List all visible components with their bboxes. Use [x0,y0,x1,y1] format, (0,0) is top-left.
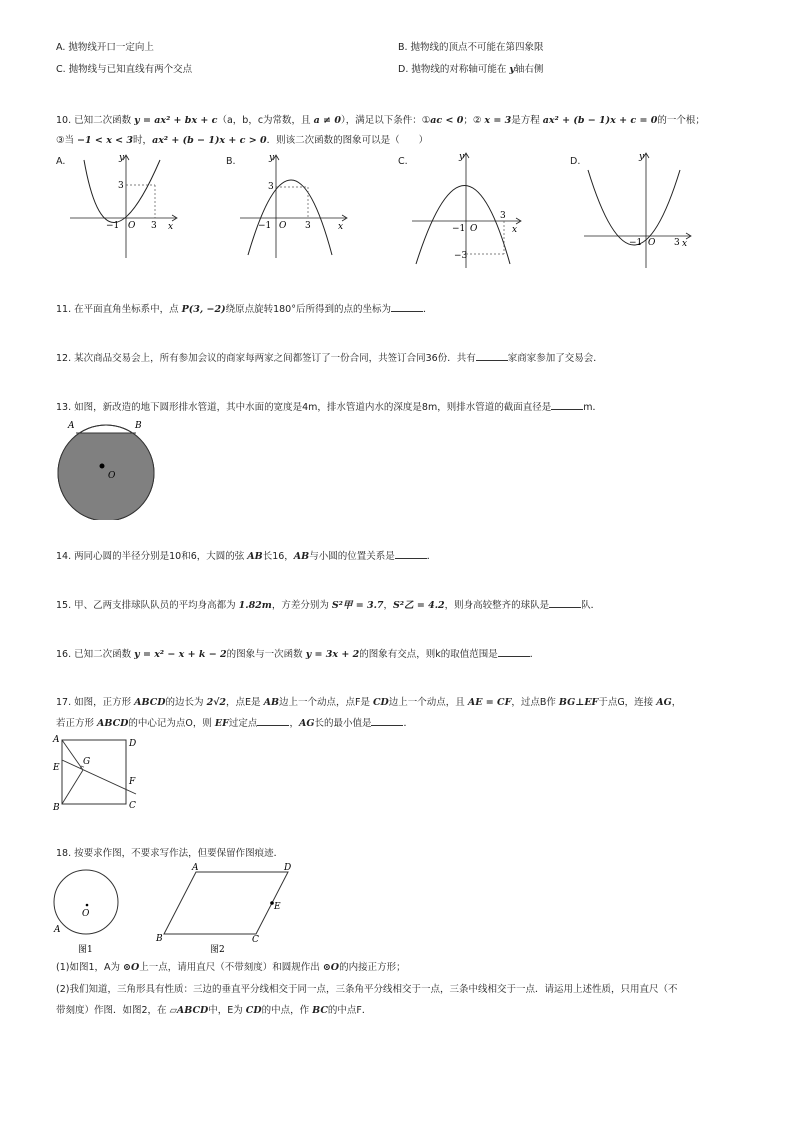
tick-3-x: 3 [305,221,311,231]
q12-text: 家商家参加了交易会． [507,353,603,364]
q14-text: ． [426,551,437,562]
segment-ef [62,760,136,794]
q10-condition: a ≠ 0 [313,115,341,126]
q13-pipe-figure [52,415,162,520]
q17-text: 于点G，连接 [598,697,657,708]
label-o: O [108,471,116,481]
q11-text: 11. 在平面直角坐标系中，点 [56,304,182,315]
label-g: G [83,757,91,767]
q18-text: 的内接正方形； [339,962,406,973]
origin-label: O [279,221,287,231]
parabola [84,160,160,223]
q10-text: ），满足以下条件：① [340,115,431,126]
center-dot [86,904,89,907]
q18-segment: BC [312,1005,328,1016]
q17-line2 [56,716,413,731]
answer-blank[interactable] [549,598,581,608]
q14 [56,549,436,564]
q17-text: ， [671,697,682,708]
q17-square: ABCD [97,718,129,729]
caption-fig2: 图2 [210,945,225,955]
label-b: B [53,803,60,812]
q18-text: 的中点F． [327,1005,372,1016]
q15-text: ，则身高较整齐的球队是 [444,600,550,611]
label-a: A [192,863,199,873]
q15-text: 队． [581,600,601,611]
q10-equation: ax² + (b − 1)x + c = 0 [542,115,658,126]
x-label: x [682,239,688,249]
label-e: E [274,902,281,912]
tick-3-y: 3 [268,182,274,192]
q10-text: ③当 [56,135,78,146]
q18-text: (1)如图1，A为 [56,962,124,973]
answer-blank[interactable] [371,716,403,726]
q12-text: 12. 某次商品交易会上，所有参加会议的商家每两家之间都签订了一份合同，共签订合同36份．共有 [56,353,476,364]
segment-ag [62,740,83,770]
q13 [56,400,602,415]
q18-figure-2 [150,862,300,958]
tick-3-x: 3 [500,211,506,221]
q9-option-d [398,63,543,77]
answer-blank[interactable] [498,647,530,657]
circle-o [54,870,118,934]
tick-3-y: 3 [118,181,124,191]
answer-blank[interactable] [551,400,583,410]
tick-neg1: −1 [106,221,120,231]
q17-equation: AE = CF [467,697,512,708]
caption-fig1: 图1 [78,945,93,955]
y-label: y [119,153,125,163]
q10-text: ．则该二次函数的图象可以是（ ） [266,135,429,146]
q18-part1 [56,961,406,975]
y-label: y [639,152,645,162]
q10-range: −1 < x < 3 [77,135,134,146]
tick-3-x: 3 [674,238,680,248]
q14-text: 14. 两同心圆的半径分别是10和6，大圆的弦 [56,551,248,562]
q17-square-figure [50,732,146,812]
q16-text: ． [529,649,540,660]
label-a: A [68,421,75,431]
q15-variance-2: S²乙 = 4.2 [393,600,445,611]
q9-option-d-suffix: 轴右侧 [514,64,544,75]
x-label: x [512,225,518,235]
x-label: x [168,222,174,232]
q17-segment: AG [656,697,672,708]
parabola [588,170,680,245]
q9-option-a: A. 抛物线开口一定向上 [56,42,154,53]
answer-blank[interactable] [257,716,289,726]
q10-text: 10. 已知二次函数 [56,115,135,126]
q10-condition-2: x = 3 [484,115,512,126]
label-d: D [284,863,292,873]
tick-neg1: −1 [258,221,272,231]
q11 [56,302,433,317]
q16-text: 的图象与一次函数 [226,649,306,660]
q17-text: 的边长为 [165,697,207,708]
q10-graph-c [406,150,526,270]
label-a: A [53,735,60,745]
q14-chord: AB [247,551,263,562]
q18-text: 的中点，作 [261,1005,313,1016]
y-label: y [269,153,275,163]
q18-circle: ⊙O [123,962,140,973]
q10-graph-c-label: C. [398,156,408,167]
label-e: E [53,763,60,773]
q11-text: ． [422,304,433,315]
q16-text: 的图象有交点，则k的取值范围是 [359,649,498,660]
q10-text: ；② [463,115,485,126]
label-o: O [82,909,90,919]
q13-text: m． [583,402,602,413]
tick-neg1: −1 [629,238,643,248]
tick-neg3-y: −3 [454,251,468,261]
q15-text: ，方差分别为 [271,600,332,611]
q9-option-d-var: y [509,64,515,75]
q17-perpendicular: BG⊥EF [558,697,599,708]
label-d: D [129,739,137,749]
label-f: F [129,777,136,787]
q15-variance-1: S²甲 = 3.7 [331,600,384,611]
q17-segment: AB [263,697,279,708]
q18-text: 上一点，请用直尺（不带刻度）和圆规作出 [139,962,323,973]
q15 [56,598,600,613]
q11-point: P(3, −2) [181,304,226,315]
q16-text: 16. 已知二次函数 [56,649,135,660]
q9-option-b: B. 抛物线的顶点不可能在第四象限 [398,42,544,53]
q10-graph-a-label: A. [56,156,66,167]
q17-line1 [56,696,681,710]
label-a: A [54,925,61,935]
q18-parallelogram: ▱ABCD [169,1005,209,1016]
label-b: B [156,934,163,944]
q17-text: 长的最小值是 [314,718,372,729]
q15-height: 1.82m [238,600,272,611]
segment-bg [62,770,83,804]
q17-text: 过定点 [228,718,258,729]
label-c: C [129,801,136,811]
q10-line1 [56,114,705,128]
answer-blank[interactable] [395,549,427,559]
q15-text: ， [383,600,394,611]
tick-3-x: 3 [151,221,157,231]
q15-text: 15. 甲、乙两支排球队队员的平均身高都为 [56,600,239,611]
q10-graph-a [64,150,184,260]
q17-text: ，点E是 [226,697,264,708]
q16 [56,647,539,662]
parabola [248,180,332,255]
q17-segment: CD [372,697,389,708]
label-c: C [252,935,259,945]
origin-label: O [648,238,656,248]
q16-quadratic: y = x² − x + k − 2 [134,649,227,660]
q17-text: 的中心记为点O，则 [128,718,215,729]
q18-part2-line1: (2)我们知道，三角形具有性质：三边的垂直平分线相交于同一点，三条角平分线相交于一点，三条中线相交于一点．请运用上述性质，只用直尺（不 [56,984,678,995]
q9-option-c: C. 抛物线与已知直线有两个交点 [56,64,193,75]
q18-text: 中，E为 [208,1005,246,1016]
tick-neg1: −1 [452,224,466,234]
q12 [56,351,603,366]
q18-figure-1 [50,862,130,958]
q18-segment: CD [245,1005,262,1016]
q17-text: 17. 如图，正方形 [56,697,135,708]
q11-text: 绕原点旋转180°后所得到的点的坐标为 [225,304,391,315]
q14-chord: AB [293,551,310,562]
q10-graph-d-label: D. [570,156,581,167]
q17-text: ． [403,718,413,729]
q17-side: 2√2 [206,697,227,708]
q18-text: 带刻度）作图．如图2，在 [56,1005,170,1016]
q13-text: 13. 如图，新改造的地下圆形排水管道，其中水面的宽度是4m，排水管道内水的深度是8m，则排水管道的截面直径是 [56,402,552,413]
q10-function: y = ax² + bx + c [134,115,218,126]
q10-graph-b [234,150,354,260]
x-label: x [338,222,344,232]
q17-text: 边上一个动点，点F是 [278,697,373,708]
q9-option-d-prefix: D. 抛物线的对称轴可能在 [398,64,510,75]
q14-text: 长16， [262,551,294,562]
q10-line2 [56,134,428,148]
origin-label: O [128,221,136,231]
q10-condition-1: ac < 0 [430,115,464,126]
q10-graph-d [578,150,698,270]
q10-text: 是方程 [511,115,543,126]
center-dot [100,464,105,469]
origin-label: O [470,224,478,234]
q10-text: 的一个根； [657,115,705,126]
q18-title: 18. 按要求作图，不要求写作法，但要保留作图痕迹． [56,848,284,859]
q10-graph-b-label: B. [226,156,236,167]
q17-segment: EF [214,718,229,729]
q17-text: 边上一个动点，且 [388,697,468,708]
q10-text: 时， [133,135,153,146]
parallelogram [164,872,288,934]
q17-text: 若正方形 [56,718,98,729]
answer-blank[interactable] [476,351,508,361]
y-label: y [459,152,465,162]
label-b: B [135,421,142,431]
q10-inequality: ax² + (b − 1)x + c > 0 [152,135,267,146]
q16-linear: y = 3x + 2 [305,649,360,660]
answer-blank[interactable] [391,302,423,312]
q17-text: ， [289,718,299,729]
q17-segment: AG [298,718,315,729]
q18-part2-line2 [56,1004,371,1018]
q10-text: （a，b，c为常数，且 [217,115,314,126]
square [62,740,126,804]
q17-square: ABCD [134,697,166,708]
q18-circle: ⊙O [322,962,340,973]
q14-text: 与小圆的位置关系是 [309,551,395,562]
q17-text: ，过点B作 [511,697,559,708]
